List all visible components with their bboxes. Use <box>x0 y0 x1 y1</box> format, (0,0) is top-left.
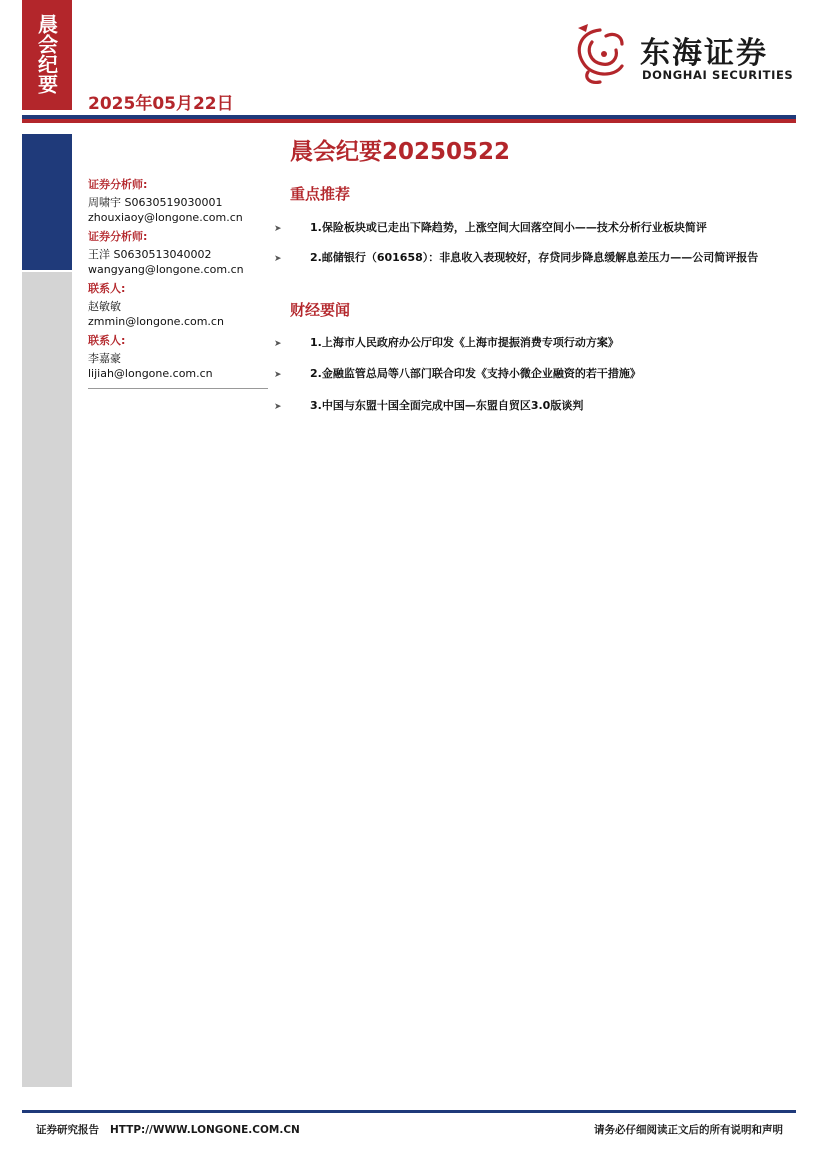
report-type-tag <box>22 0 72 110</box>
contact-email[interactable]: zmmin@longone.com.cn <box>88 315 224 328</box>
list-item[interactable]: ➤ 3.中国与东盟十国全面完成中国—东盟自贸区3.0版谈判 <box>292 396 820 417</box>
contact-separator <box>88 388 268 389</box>
footer-divider <box>22 1110 796 1113</box>
sidebar-blue-block <box>22 134 72 270</box>
company-logo-en: DONGHAI SECURITIES <box>642 68 794 82</box>
contact-name: 赵敏敏 <box>88 300 121 313</box>
arrow-bullet-icon: ➤ <box>274 339 282 349</box>
arrow-bullet-icon: ➤ <box>274 402 282 412</box>
contact-email[interactable]: zhouxiaoy@longone.com.cn <box>88 211 243 224</box>
sidebar-gray-block <box>22 272 72 1087</box>
page-title: 晨会纪要20250522 <box>290 139 511 165</box>
list-item[interactable]: ➤ 2.邮储银行（601658）：非息收入表现较好，存贷同步降息缓解息差压力——公司简评报告 <box>292 248 820 269</box>
header-band-red <box>22 119 796 123</box>
footer-disclaimer: 请务必仔细阅读正文后的所有说明和声明 <box>594 1124 783 1136</box>
section-title-financial-news: 财经要闻 <box>290 301 351 319</box>
contact-name: 李嘉豪 <box>88 352 121 365</box>
contact-email[interactable]: wangyang@longone.com.cn <box>88 263 244 276</box>
report-type-tag-text: 晨会纪要 <box>34 14 59 94</box>
list-item[interactable]: ➤ 2.金融监管总局等八部门联合印发《支持小微企业融资的若干措施》 <box>292 364 820 385</box>
footer-website[interactable]: 证券研究报告 HTTP://WWW.LONGONE.COM.CN <box>36 1124 300 1136</box>
list-item[interactable]: ➤ 1.保险板块或已走出下降趋势，上涨空间大回落空间小——技术分析行业板块简评 <box>292 218 820 239</box>
report-date: 2025年05月22日 <box>88 94 234 114</box>
contact-role: 证券分析师: <box>88 178 148 191</box>
arrow-bullet-icon: ➤ <box>274 254 282 264</box>
company-logo-cn: 东海证券 <box>640 36 768 71</box>
arrow-bullet-icon: ➤ <box>274 370 282 380</box>
arrow-bullet-icon: ➤ <box>274 224 282 234</box>
section-title-key-recommendations: 重点推荐 <box>290 185 351 203</box>
contact-name-code: 王洋 S0630513040002 <box>88 248 212 261</box>
contact-role: 联系人: <box>88 334 126 347</box>
contact-name-code: 周啸宇 S0630519030001 <box>88 196 223 209</box>
contact-email[interactable]: lijiah@longone.com.cn <box>88 367 213 380</box>
contact-role: 证券分析师: <box>88 230 148 243</box>
contact-role: 联系人: <box>88 282 126 295</box>
list-item[interactable]: ➤ 1.上海市人民政府办公厅印发《上海市提振消费专项行动方案》 <box>292 333 820 354</box>
